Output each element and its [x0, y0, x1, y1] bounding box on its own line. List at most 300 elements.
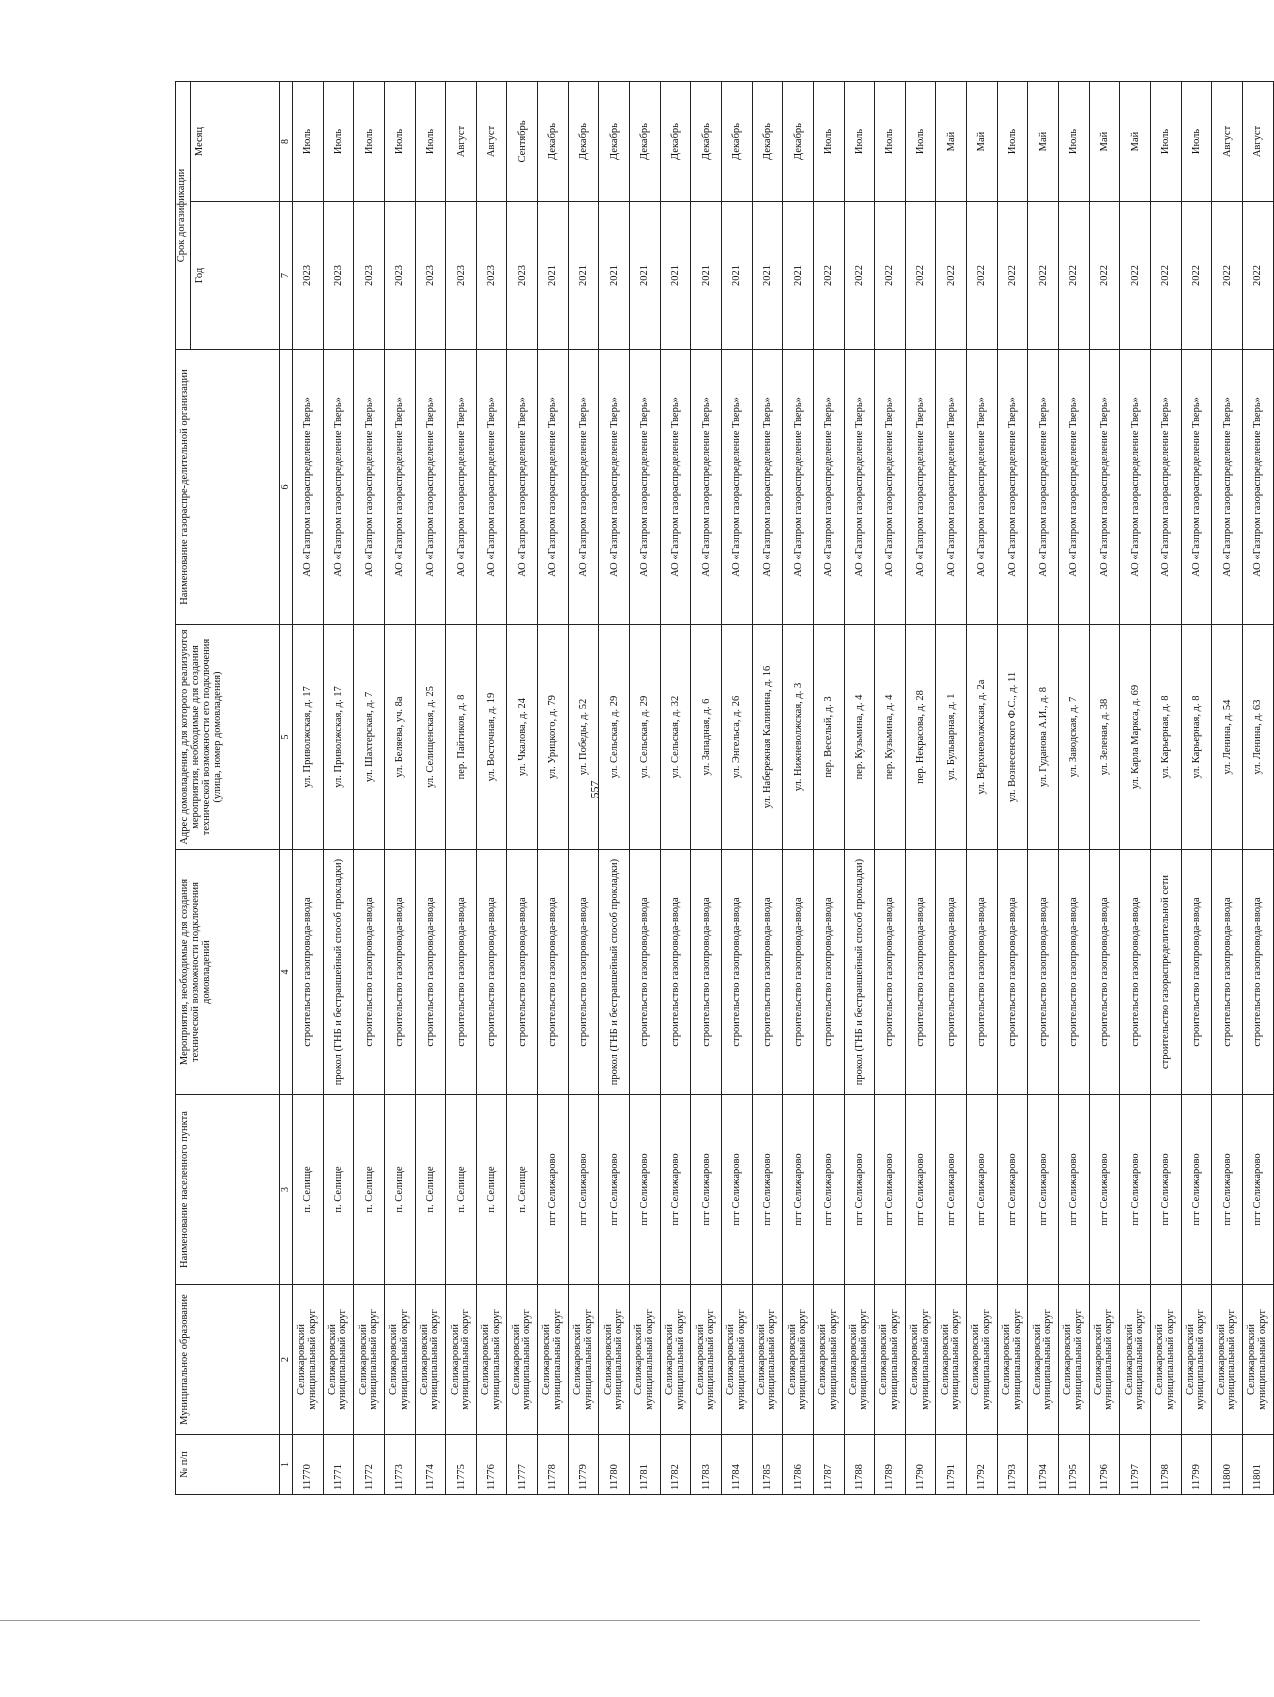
settlement-cell: пгт Селижарово	[1028, 1095, 1059, 1285]
month-cell: Июль	[293, 81, 324, 201]
address-cell: пер. Некрасова, д. 28	[905, 625, 936, 850]
header-month: Месяц	[191, 81, 280, 201]
organization-cell: АО «Газпром газораспределение Тверь»	[936, 350, 967, 625]
year-cell: 2022	[875, 202, 906, 350]
activity-cell: строительство газопровода-ввода	[783, 850, 814, 1095]
settlement-cell: п. Селище	[293, 1095, 324, 1285]
table-row	[875, 81, 906, 1494]
table-row	[844, 81, 875, 1494]
address-cell: ул. Карла Маркса, д. 69	[1120, 625, 1151, 850]
municipality-cell: Селижаровский муниципальный округ	[1212, 1285, 1243, 1435]
row-number: 11799	[1181, 1435, 1212, 1495]
activity-cell: прокол (ГНБ и бестраншейный способ прокладки)	[844, 850, 875, 1095]
row-number: 11798	[1150, 1435, 1181, 1495]
settlement-cell: пгт Селижарово	[630, 1095, 661, 1285]
organization-cell: АО «Газпром газораспределение Тверь»	[630, 350, 661, 625]
year-cell: 2021	[783, 202, 814, 350]
column-number: 8	[280, 81, 293, 201]
month-cell: Август	[1242, 81, 1273, 201]
settlement-cell: пгт Селижарово	[568, 1095, 599, 1285]
organization-cell: АО «Газпром газораспределение Тверь»	[660, 350, 691, 625]
address-cell: ул. Вознесенского Ф.С., д. 11	[997, 625, 1028, 850]
organization-cell: АО «Газпром газораспределение Тверь»	[354, 350, 385, 625]
year-cell: 2022	[813, 202, 844, 350]
activity-cell: строительство газопровода-ввода	[967, 850, 998, 1095]
year-cell: 2022	[967, 202, 998, 350]
activity-cell: строительство газопровода-ввода	[1089, 850, 1120, 1095]
municipality-cell: Селижаровский муниципальный округ	[630, 1285, 661, 1435]
year-cell: 2021	[721, 202, 752, 350]
activity-cell: строительство газопровода-ввода	[813, 850, 844, 1095]
settlement-cell: пгт Селижарово	[813, 1095, 844, 1285]
table-row	[905, 81, 936, 1494]
municipality-cell: Селижаровский муниципальный округ	[1120, 1285, 1151, 1435]
address-cell: ул. Приволжская, д. 17	[323, 625, 354, 850]
table-row	[1120, 81, 1151, 1494]
address-cell: ул. Зеленая, д. 38	[1089, 625, 1120, 850]
settlement-cell: пгт Селижарово	[875, 1095, 906, 1285]
row-number: 11793	[997, 1435, 1028, 1495]
activity-cell: строительство газопровода-ввода	[1212, 850, 1243, 1095]
scan-artifact-line	[0, 1620, 1200, 1621]
row-number: 11790	[905, 1435, 936, 1495]
row-number: 11774	[415, 1435, 446, 1495]
settlement-cell: пгт Селижарово	[1089, 1095, 1120, 1285]
activity-cell: строительство газопровода-ввода	[446, 850, 477, 1095]
month-cell: Декабрь	[660, 81, 691, 201]
organization-cell: АО «Газпром газораспределение Тверь»	[813, 350, 844, 625]
settlement-cell: п. Селище	[446, 1095, 477, 1285]
table-row	[323, 81, 354, 1494]
organization-cell: АО «Газпром газораспределение Тверь»	[323, 350, 354, 625]
address-cell: ул. Заводская, д. 7	[1059, 625, 1090, 850]
activity-cell: строительство газопровода-ввода	[354, 850, 385, 1095]
row-number: 11785	[752, 1435, 783, 1495]
header-organization: Наименование газораспре-делительной организации	[176, 350, 280, 625]
table-row	[936, 81, 967, 1494]
organization-cell: АО «Газпром газораспределение Тверь»	[293, 350, 324, 625]
table-row	[813, 81, 844, 1494]
municipality-cell: Селижаровский муниципальный округ	[415, 1285, 446, 1435]
municipality-cell: Селижаровский муниципальный округ	[783, 1285, 814, 1435]
table-row	[1242, 81, 1273, 1494]
organization-cell: АО «Газпром газораспределение Тверь»	[1120, 350, 1151, 625]
rotated-table-wrapper	[175, 82, 1268, 1495]
municipality-cell: Селижаровский муниципальный округ	[936, 1285, 967, 1435]
organization-cell: АО «Газпром газораспределение Тверь»	[568, 350, 599, 625]
table-body	[280, 81, 1274, 1494]
table-row	[1181, 81, 1212, 1494]
address-cell: ул. Набережная Калинина, д. 16	[752, 625, 783, 850]
table-row	[967, 81, 998, 1494]
municipality-cell: Селижаровский муниципальный округ	[476, 1285, 507, 1435]
year-cell: 2021	[691, 202, 722, 350]
column-number: 7	[280, 202, 293, 350]
row-number: 11795	[1059, 1435, 1090, 1495]
municipality-cell: Селижаровский муниципальный округ	[997, 1285, 1028, 1435]
table-row	[1212, 81, 1243, 1494]
municipality-cell: Селижаровский муниципальный округ	[507, 1285, 538, 1435]
settlement-cell: пгт Селижарово	[538, 1095, 569, 1285]
year-cell: 2022	[905, 202, 936, 350]
year-cell: 2023	[293, 202, 324, 350]
municipality-cell: Селижаровский муниципальный округ	[568, 1285, 599, 1435]
settlement-cell: п. Селище	[323, 1095, 354, 1285]
month-cell: Декабрь	[783, 81, 814, 201]
settlement-cell: пгт Селижарово	[1120, 1095, 1151, 1285]
month-cell: Июль	[1059, 81, 1090, 201]
month-cell: Декабрь	[721, 81, 752, 201]
column-number-row	[280, 81, 293, 1494]
municipality-cell: Селижаровский муниципальный округ	[752, 1285, 783, 1435]
year-cell: 2022	[1150, 202, 1181, 350]
address-cell: ул. Нижневолжская, д. 3	[783, 625, 814, 850]
organization-cell: АО «Газпром газораспределение Тверь»	[691, 350, 722, 625]
header-row	[176, 81, 191, 1494]
organization-cell: АО «Газпром газораспределение Тверь»	[1028, 350, 1059, 625]
address-cell: ул. Сельская, д. 32	[660, 625, 691, 850]
table-row	[1059, 81, 1090, 1494]
settlement-cell: пгт Селижарово	[905, 1095, 936, 1285]
table-row	[568, 81, 599, 1494]
organization-cell: АО «Газпром газораспределение Тверь»	[1242, 350, 1273, 625]
activity-cell: строительство газопровода-ввода	[293, 850, 324, 1095]
organization-cell: АО «Газпром газораспределение Тверь»	[415, 350, 446, 625]
address-cell: ул. Гуданова А.И., д. 8	[1028, 625, 1059, 850]
organization-cell: АО «Газпром газораспределение Тверь»	[507, 350, 538, 625]
month-cell: Июль	[323, 81, 354, 201]
organization-cell: АО «Газпром газораспределение Тверь»	[599, 350, 630, 625]
table-row	[293, 81, 324, 1494]
activity-cell: строительство газопровода-ввода	[997, 850, 1028, 1095]
organization-cell: АО «Газпром газораспределение Тверь»	[997, 350, 1028, 625]
month-cell: Август	[446, 81, 477, 201]
column-number: 4	[280, 850, 293, 1095]
table-row	[630, 81, 661, 1494]
municipality-cell: Селижаровский муниципальный округ	[660, 1285, 691, 1435]
activity-cell: строительство газопровода-ввода	[384, 850, 415, 1095]
month-cell: Июль	[354, 81, 385, 201]
row-number: 11771	[323, 1435, 354, 1495]
address-cell: ул. Карьерная, д. 8	[1150, 625, 1181, 850]
table-row	[997, 81, 1028, 1494]
settlement-cell: пгт Селижарово	[1242, 1095, 1273, 1285]
year-cell: 2022	[936, 202, 967, 350]
settlement-cell: пгт Селижарово	[936, 1095, 967, 1285]
year-cell: 2022	[997, 202, 1028, 350]
activity-cell: строительство газопровода-ввода	[476, 850, 507, 1095]
activity-cell: строительство газопровода-ввода	[875, 850, 906, 1095]
header-address: Адрес домовладения, для которого реализуются мероприятия, необходимые для создания технической возможности его подключения (улица, номер домовладения)	[176, 625, 280, 850]
address-cell: ул. Карьерная, д. 8	[1181, 625, 1212, 850]
table-row	[721, 81, 752, 1494]
year-cell: 2023	[507, 202, 538, 350]
settlement-cell: пгт Селижарово	[691, 1095, 722, 1285]
settlement-cell: пгт Селижарово	[1059, 1095, 1090, 1285]
row-number: 11777	[507, 1435, 538, 1495]
activity-cell: строительство газопровода-ввода	[936, 850, 967, 1095]
address-cell: ул. Чкалова, д. 24	[507, 625, 538, 850]
month-cell: Май	[1089, 81, 1120, 201]
table-row	[691, 81, 722, 1494]
settlement-cell: пгт Селижарово	[844, 1095, 875, 1285]
activity-cell: прокол (ГНБ и бестраншейный способ прокладки)	[323, 850, 354, 1095]
row-number: 11781	[630, 1435, 661, 1495]
organization-cell: АО «Газпром газораспределение Тверь»	[967, 350, 998, 625]
settlement-cell: пгт Селижарово	[752, 1095, 783, 1285]
table-row	[415, 81, 446, 1494]
month-cell: Декабрь	[630, 81, 661, 201]
month-cell: Август	[476, 81, 507, 201]
activity-cell: строительство газопровода-ввода	[415, 850, 446, 1095]
header-settlement: Наименование населенного пункта	[176, 1095, 280, 1285]
settlement-cell: пгт Селижарово	[1181, 1095, 1212, 1285]
municipality-cell: Селижаровский муниципальный округ	[844, 1285, 875, 1435]
activity-cell: строительство газопровода-ввода	[660, 850, 691, 1095]
month-cell: Сентябрь	[507, 81, 538, 201]
organization-cell: АО «Газпром газораспределение Тверь»	[1150, 350, 1181, 625]
settlement-cell: п. Селище	[476, 1095, 507, 1285]
address-cell: пер. Веселый, д. 3	[813, 625, 844, 850]
activity-cell: строительство газопровода-ввода	[1181, 850, 1212, 1095]
row-number: 11789	[875, 1435, 906, 1495]
organization-cell: АО «Газпром газораспределение Тверь»	[844, 350, 875, 625]
activity-cell: строительство газопровода-ввода	[568, 850, 599, 1095]
settlement-cell: пгт Селижарово	[783, 1095, 814, 1285]
table-row	[1150, 81, 1181, 1494]
municipality-cell: Селижаровский муниципальный округ	[599, 1285, 630, 1435]
year-cell: 2022	[844, 202, 875, 350]
municipality-cell: Селижаровский муниципальный округ	[691, 1285, 722, 1435]
row-number: 11796	[1089, 1435, 1120, 1495]
table-row	[446, 81, 477, 1494]
municipality-cell: Селижаровский муниципальный округ	[1089, 1285, 1120, 1435]
column-number: 1	[280, 1435, 293, 1495]
activity-cell: строительство газопровода-ввода	[1242, 850, 1273, 1095]
address-cell: ул. Сельская, д. 29	[599, 625, 630, 850]
activity-cell: строительство газопровода-ввода	[630, 850, 661, 1095]
address-cell: ул. Селищенская, д. 25	[415, 625, 446, 850]
table-row	[752, 81, 783, 1494]
row-number: 11776	[476, 1435, 507, 1495]
address-cell: ул. Восточная, д. 19	[476, 625, 507, 850]
column-number: 5	[280, 625, 293, 850]
year-cell: 2023	[476, 202, 507, 350]
header-deadline-group: Срок догазификации	[176, 81, 191, 349]
address-cell: ул. Верхневолжская, д. 2а	[967, 625, 998, 850]
address-cell: ул. Энгельса, д. 26	[721, 625, 752, 850]
address-cell: пер. Кузьмина, д. 4	[875, 625, 906, 850]
address-cell: ул. Бульварная, д. 1	[936, 625, 967, 850]
municipality-cell: Селижаровский муниципальный округ	[1150, 1285, 1181, 1435]
municipality-cell: Селижаровский муниципальный округ	[875, 1285, 906, 1435]
year-cell: 2023	[415, 202, 446, 350]
address-cell: пер. Кузьмина, д. 4	[844, 625, 875, 850]
row-number: 11782	[660, 1435, 691, 1495]
address-cell: ул. Сельская, д. 29	[630, 625, 661, 850]
municipality-cell: Селижаровский муниципальный округ	[446, 1285, 477, 1435]
year-cell: 2023	[354, 202, 385, 350]
row-number: 11784	[721, 1435, 752, 1495]
year-cell: 2022	[1181, 202, 1212, 350]
table-row	[476, 81, 507, 1494]
address-cell: ул. Беляева, уч. 8а	[384, 625, 415, 850]
address-cell: пер. Пайтиков, д. 8	[446, 625, 477, 850]
year-cell: 2023	[384, 202, 415, 350]
row-number: 11801	[1242, 1435, 1273, 1495]
settlement-cell: п. Селище	[384, 1095, 415, 1285]
year-cell: 2021	[538, 202, 569, 350]
table-row	[1089, 81, 1120, 1494]
municipality-cell: Селижаровский муниципальный округ	[1028, 1285, 1059, 1435]
organization-cell: АО «Газпром газораспределение Тверь»	[752, 350, 783, 625]
row-number: 11772	[354, 1435, 385, 1495]
year-cell: 2021	[630, 202, 661, 350]
municipality-cell: Селижаровский муниципальный округ	[967, 1285, 998, 1435]
municipality-cell: Селижаровский муниципальный округ	[384, 1285, 415, 1435]
year-cell: 2022	[1059, 202, 1090, 350]
column-number: 6	[280, 350, 293, 625]
municipality-cell: Селижаровский муниципальный округ	[293, 1285, 324, 1435]
row-number: 11787	[813, 1435, 844, 1495]
year-cell: 2022	[1120, 202, 1151, 350]
organization-cell: АО «Газпром газораспределение Тверь»	[721, 350, 752, 625]
activity-cell: строительство газопровода-ввода	[905, 850, 936, 1095]
row-number: 11779	[568, 1435, 599, 1495]
month-cell: Декабрь	[538, 81, 569, 201]
settlement-cell: пгт Селижарово	[967, 1095, 998, 1285]
address-cell: ул. Ленина, д. 63	[1242, 625, 1273, 850]
month-cell: Июль	[415, 81, 446, 201]
month-cell: Май	[1120, 81, 1151, 201]
settlement-cell: п. Селище	[415, 1095, 446, 1285]
organization-cell: АО «Газпром газораспределение Тверь»	[905, 350, 936, 625]
settlement-cell: пгт Селижарово	[660, 1095, 691, 1285]
header-activities: Мероприятия, необходимые для создания технической возможности подключения домовладений	[176, 850, 280, 1095]
month-cell: Май	[936, 81, 967, 201]
table-row	[599, 81, 630, 1494]
organization-cell: АО «Газпром газораспределение Тверь»	[1059, 350, 1090, 625]
table-row	[507, 81, 538, 1494]
municipality-cell: Селижаровский муниципальный округ	[721, 1285, 752, 1435]
organization-cell: АО «Газпром газораспределение Тверь»	[783, 350, 814, 625]
month-cell: Июль	[384, 81, 415, 201]
year-cell: 2021	[660, 202, 691, 350]
address-cell: ул. Западная, д. 6	[691, 625, 722, 850]
row-number: 11788	[844, 1435, 875, 1495]
municipality-cell: Селижаровский муниципальный округ	[538, 1285, 569, 1435]
organization-cell: АО «Газпром газораспределение Тверь»	[1212, 350, 1243, 625]
month-cell: Декабрь	[691, 81, 722, 201]
municipality-cell: Селижаровский муниципальный округ	[1181, 1285, 1212, 1435]
row-number: 11783	[691, 1435, 722, 1495]
year-cell: 2022	[1242, 202, 1273, 350]
row-number: 11786	[783, 1435, 814, 1495]
row-number: 11773	[384, 1435, 415, 1495]
year-cell: 2021	[568, 202, 599, 350]
month-cell: Август	[1212, 81, 1243, 201]
row-number: 11794	[1028, 1435, 1059, 1495]
activity-cell: строительство газопровода-ввода	[507, 850, 538, 1095]
row-number: 11792	[967, 1435, 998, 1495]
header-municipality: Муниципальное образование	[176, 1285, 280, 1435]
row-number: 11780	[599, 1435, 630, 1495]
year-cell: 2021	[752, 202, 783, 350]
activity-cell: строительство газопровода-ввода	[1120, 850, 1151, 1095]
municipality-cell: Селижаровский муниципальный округ	[1059, 1285, 1090, 1435]
month-cell: Июль	[844, 81, 875, 201]
table-row	[384, 81, 415, 1494]
municipality-cell: Селижаровский муниципальный округ	[905, 1285, 936, 1435]
month-cell: Июль	[997, 81, 1028, 201]
year-cell: 2022	[1212, 202, 1243, 350]
organization-cell: АО «Газпром газораспределение Тверь»	[875, 350, 906, 625]
month-cell: Декабрь	[568, 81, 599, 201]
table-row	[660, 81, 691, 1494]
municipality-cell: Селижаровский муниципальный округ	[813, 1285, 844, 1435]
activity-cell: строительство газопровода-ввода	[1059, 850, 1090, 1095]
settlement-cell: пгт Селижарово	[1150, 1095, 1181, 1285]
municipality-cell: Селижаровский муниципальный округ	[354, 1285, 385, 1435]
organization-cell: АО «Газпром газораспределение Тверь»	[476, 350, 507, 625]
address-cell: ул. Урицкого, д. 79	[538, 625, 569, 850]
settlement-cell: пгт Селижарово	[997, 1095, 1028, 1285]
column-number: 3	[280, 1095, 293, 1285]
organization-cell: АО «Газпром газораспределение Тверь»	[1089, 350, 1120, 625]
municipality-cell: Селижаровский муниципальный округ	[1242, 1285, 1273, 1435]
settlement-cell: пгт Селижарово	[721, 1095, 752, 1285]
activity-cell: строительство газопровода-ввода	[691, 850, 722, 1095]
month-cell: Июль	[875, 81, 906, 201]
organization-cell: АО «Газпром газораспределение Тверь»	[538, 350, 569, 625]
settlement-cell: пгт Селижарово	[599, 1095, 630, 1285]
row-number: 11778	[538, 1435, 569, 1495]
activity-cell: строительство газопровода-ввода	[721, 850, 752, 1095]
year-cell: 2022	[1028, 202, 1059, 350]
organization-cell: АО «Газпром газораспределение Тверь»	[446, 350, 477, 625]
row-number: 11775	[446, 1435, 477, 1495]
header-year: Год	[191, 202, 280, 350]
organization-cell: АО «Газпром газораспределение Тверь»	[384, 350, 415, 625]
column-number: 2	[280, 1285, 293, 1435]
table-row	[1028, 81, 1059, 1494]
row-number: 11770	[293, 1435, 324, 1495]
year-cell: 2023	[323, 202, 354, 350]
activity-cell: строительство газопровода-ввода	[1028, 850, 1059, 1095]
activity-cell: строительство газопровода-ввода	[538, 850, 569, 1095]
month-cell: Июль	[813, 81, 844, 201]
month-cell: Декабрь	[752, 81, 783, 201]
year-cell: 2021	[599, 202, 630, 350]
row-number: 11797	[1120, 1435, 1151, 1495]
month-cell: Июль	[905, 81, 936, 201]
activity-cell: строительство газораспределительной сети	[1150, 850, 1181, 1095]
address-cell: ул. Приволжская, д. 17	[293, 625, 324, 850]
month-cell: Июль	[1181, 81, 1212, 201]
settlement-cell: п. Селище	[354, 1095, 385, 1285]
table-row	[783, 81, 814, 1494]
municipality-cell: Селижаровский муниципальный округ	[323, 1285, 354, 1435]
table-row	[354, 81, 385, 1494]
month-cell: Июль	[1150, 81, 1181, 201]
row-number: 11800	[1212, 1435, 1243, 1495]
organization-cell: АО «Газпром газораспределение Тверь»	[1181, 350, 1212, 625]
row-number: 11791	[936, 1435, 967, 1495]
table-row	[538, 81, 569, 1494]
settlement-cell: пгт Селижарово	[1212, 1095, 1243, 1285]
settlement-cell: п. Селище	[507, 1095, 538, 1285]
address-cell: ул. Ленина, д. 54	[1212, 625, 1243, 850]
